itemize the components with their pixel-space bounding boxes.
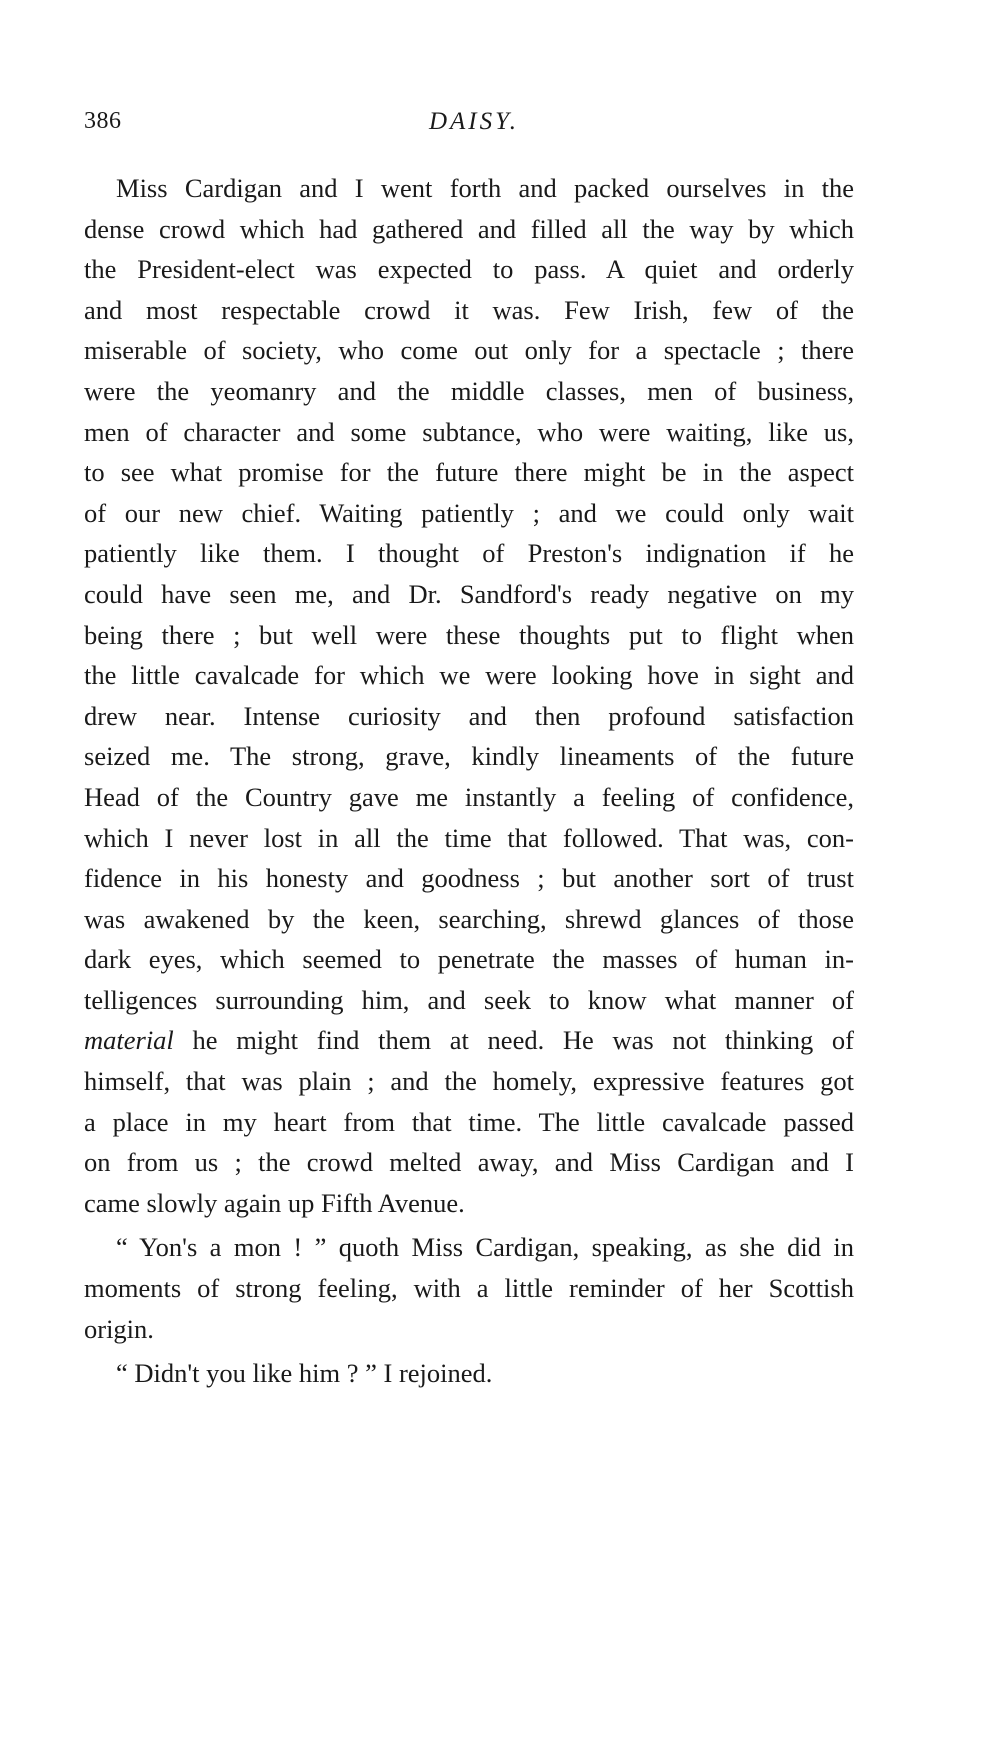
text-span: he might find them at need. He was not thinking of [173, 1025, 854, 1056]
text-line: came slowly again up Fifth Avenue. [84, 1187, 465, 1218]
text-line: “ Yon's a mon ! ” quoth Miss Cardigan, speaking, as she did in [116, 1232, 854, 1263]
paragraph-1 [84, 168, 854, 1223]
text-line: seized me. The strong, grave, kindly lineaments of the future [84, 741, 854, 772]
text-line: dark eyes, which seemed to penetrate the masses of human in- [84, 944, 854, 975]
paragraph-2 [84, 1227, 854, 1349]
text-line: patiently like them. I thought of Preston's indignation if he [84, 538, 854, 569]
running-title: DAISY. [428, 108, 519, 135]
text-line: was awakened by the keen, searching, shrewd glances of those [84, 903, 854, 934]
text-line: on from us ; the crowd melted away, and Miss Cardigan and I [84, 1147, 854, 1178]
italic-word: material [84, 1025, 174, 1056]
text-line: “ Didn't you like him ? ” I rejoined. [116, 1358, 493, 1389]
text-line: and most respectable crowd it was. Few Irish, few of the [84, 294, 854, 325]
text-line: being there ; but well were these thoughts put to flight when [84, 619, 854, 650]
text-line: Miss Cardigan and I went forth and packed ourselves in the [116, 173, 854, 203]
page-header [84, 108, 864, 148]
text-line: to see what promise for the future there might be in the aspect [84, 457, 854, 488]
text-line: which I never lost in all the time that followed. That was, con- [84, 822, 854, 853]
text-line: dense crowd which had gathered and filled all the way by which [84, 213, 854, 244]
text-line: drew near. Intense curiosity and then profound satisfaction [84, 700, 854, 731]
text-line: could have seen me, and Dr. Sandford's ready negative on my [84, 578, 854, 609]
paragraph-3 [84, 1353, 854, 1394]
text-line: the little cavalcade for which we were looking hove in sight and [84, 660, 854, 691]
text-line: a place in my heart from that time. The little cavalcade passed [84, 1106, 854, 1137]
body-text [84, 168, 854, 1394]
page-number: 386 [84, 108, 122, 134]
text-line: of our new chief. Waiting patiently ; and we could only wait [84, 497, 854, 528]
text-line: Head of the Country gave me instantly a feeling of confidence, [84, 781, 854, 812]
text-line: the President-elect was expected to pass. A quiet and orderly [84, 254, 854, 285]
text-line-with-italic [84, 1020, 854, 1061]
text-line: himself, that was plain ; and the homely, expressive features got [84, 1066, 854, 1097]
text-line: moments of strong feeling, with a little reminder of her Scottish [84, 1273, 854, 1304]
text-line: origin. [84, 1313, 154, 1344]
text-line: men of character and some subtance, who were waiting, like us, [84, 416, 854, 447]
text-line: telligences surrounding him, and seek to know what manner of [84, 984, 854, 1015]
text-line: miserable of society, who come out only for a spectacle ; there [84, 335, 854, 366]
text-line: fidence in his honesty and goodness ; but another sort of trust [84, 863, 854, 894]
text-line: were the yeomanry and the middle classes, men of business, [84, 375, 854, 406]
